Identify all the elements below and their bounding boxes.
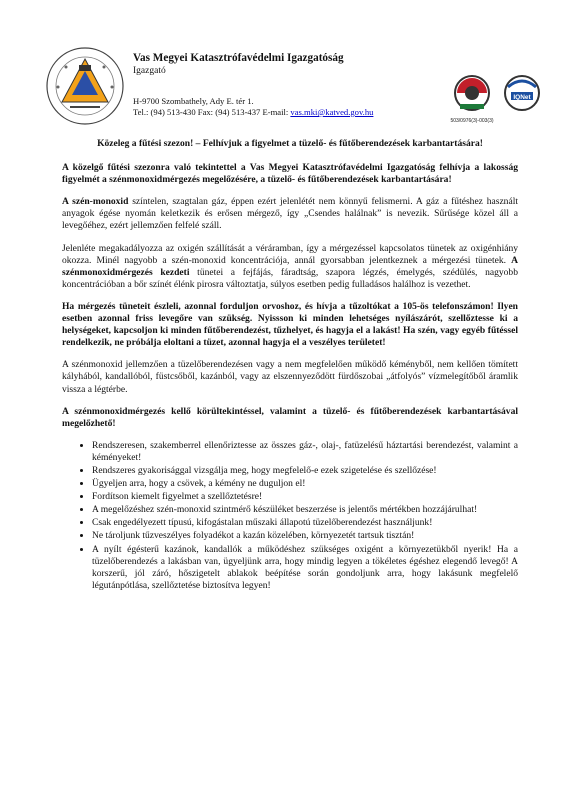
paragraph-text: színtelen, szagtalan gáz, éppen ezért jelenlétét nem könnyű felismerni. A gáz a fűtéshez használt anyagok égése nyomán keletkezik és erősen mérgező, így „Csendes halálnak” is nevezik. Sűrűsége közel áll a levegőéhez, ezért jellemzően felfelé száll. bbox=[62, 196, 518, 232]
paragraph-carbon-monoxide bbox=[62, 196, 518, 232]
list-item: • Ne tároljunk tűzveszélyes folyadékot a kazán közelében, környezetét tartsuk tisztán! bbox=[92, 530, 518, 542]
list-item: • Rendszeres gyakorisággal vizsgálja meg, hogy megfelelő-e ezek szigetelése és szellőzése! bbox=[92, 465, 518, 477]
list-item: • Ügyeljen arra, hogy a csövek, a kémény ne duguljon el! bbox=[92, 478, 518, 490]
paragraph-sources: A szénmonoxid jellemzően a tüzelőberendezésen vagy a nem megfelelően működő kéményből, nem kellően tömített kályhából, kandallóból, füstcsőből, kazánból, vagy az elszennyeződött fürdőszobai „átfolyós” vízmelegítőből áramlik vissza a légtérbe. bbox=[62, 359, 518, 395]
contact-line bbox=[133, 107, 433, 118]
cert-code-label: 503/0976(3)-003(3) bbox=[450, 118, 494, 124]
contact-block bbox=[133, 96, 433, 118]
list-item: • A megelőzéshez szén-monoxid szintmérő készüléket beszerzése is jelentős mértékben hozzájárulhat! bbox=[92, 504, 518, 516]
paragraph-bold: A szénmonoxidmérgezés kezdeti bbox=[62, 254, 518, 278]
page-title: Közeleg a fűtési szezon! – Felhívjuk a figyelmet a tüzelő- és fűtőberendezések karbantartására! bbox=[97, 138, 483, 149]
iqnet-label: IQNet bbox=[513, 94, 531, 101]
paragraph-text: Jelenléte megakadályozza az oxigén szállítását a véráramban, így a mérgezéssel kapcsolatos tünetek az oxigénhiány okozza. Minél nagyobb a szén-monoxid koncentrációja, annál gyorsabban jelentkeznek a mérgezési tünetek. bbox=[62, 242, 518, 266]
list-item: • Fordítson kiemelt figyelmet a szellőztetésre! bbox=[92, 491, 518, 503]
organization-subtitle: Igazgató bbox=[133, 66, 166, 76]
paragraph-emergency: Ha mérgezés tüneteit észleli, azonnal forduljon orvoshoz, és hívja a tűzoltókat a 105-ös telefonszámon! Ilyen esetben azonnal friss levegőre van szükség. Nyissson ki minden lehetséges nyílászárót, szellőztesse ki a helységeket, kapcsoljon ki minden fűtőberendezést, tűzhelyet, és hagyja el a lakást! Ha szén, vagy egyéb fűtéssel rendelkezik, ne próbálja eloltani a tüzet, azonnal hagyja el a veszélyes területet! bbox=[62, 300, 518, 349]
letter-body bbox=[62, 138, 518, 593]
phone-fax-text: Tel.: (94) 513-430 Fax: (94) 513-437 E-mail: bbox=[133, 107, 291, 117]
list-item: • Rendszeresen, szakemberrel ellenőriztesse az összes gáz-, olaj-, fatüzelésű háztartási berendezést, valamint a kéményeket! bbox=[92, 440, 518, 464]
list-item: • A nyílt égésterű kazánok, kandallók a működéshez szükséges oxigént a környezetükből nyerik! Ha a tüzelőberendezés a lakásban van, ügyeljünk arra, hogy mindig legyen a tökéletes égéshez elegendő levegő! A korszerű, jól záró, hőszigetelt ablakok beépítése során gondoljunk arra, hogy lakásunk megfelelő légutánpótlása, szellőztetése biztosítva legyen! bbox=[92, 544, 518, 592]
iqnet-cert-icon bbox=[505, 76, 539, 110]
letterhead bbox=[133, 52, 433, 77]
paragraph-text: tünetei a fejfájás, fáradtság, szapora légzés, émelygés, szédülés, nagyobb koncentrációban a bőr színét élénk pirosra változtatja, súlyos esetben pedig fulladásos halálhoz is vezethet. bbox=[62, 266, 518, 290]
intro-paragraph: A közelgő fűtési szezonra való tekintettel a Vas Megyei Katasztrófavédelmi Igazgatóság felhívja a lakosság figyelmét a szénmonoxidmérgezés megelőzésére, a tüzelő- és fűtőberendezések karbantartására! bbox=[62, 162, 518, 186]
paragraph-symptoms bbox=[62, 243, 518, 291]
paragraph-prevention: A szénmonoxidmérgezés kellő körültekintéssel, valamint a tüzelő- és fűtőberendezések karbantartásával megelőzhető! bbox=[62, 405, 518, 429]
address-line: H-9700 Szombathely, Ady E. tér 1. bbox=[133, 96, 254, 106]
list-item: • Csak engedélyezett típusú, kifogástalan műszaki állapotú tüzelőberendezést használjunk! bbox=[92, 517, 518, 529]
certification-logos bbox=[448, 71, 544, 127]
directorate-emblem-logo bbox=[46, 47, 124, 125]
prevention-list bbox=[62, 440, 518, 592]
email-link[interactable]: vas.mki@katved.gov.hu bbox=[290, 107, 374, 117]
organization-name: Vas Megyei Katasztrófavédelmi Igazgatóság bbox=[133, 52, 344, 64]
paragraph-lead: A szén-monoxid bbox=[62, 196, 129, 208]
mszt-cert-icon bbox=[455, 76, 489, 110]
